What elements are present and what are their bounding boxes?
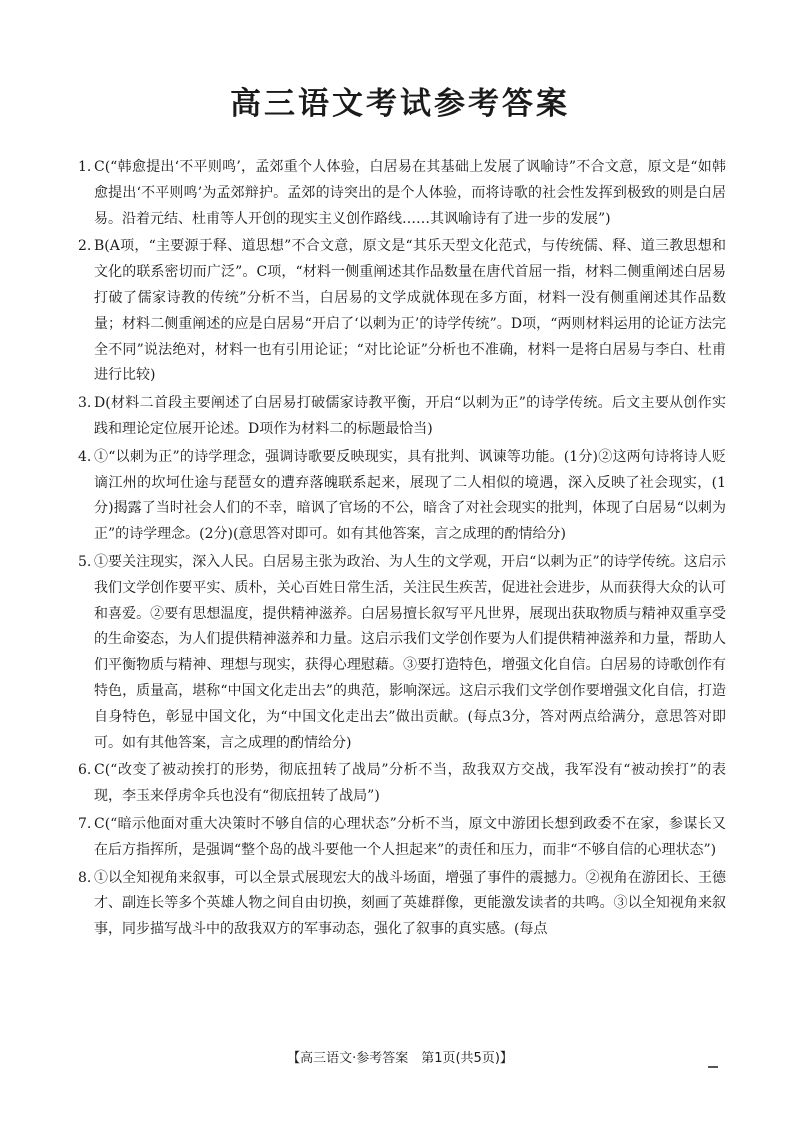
answer-text: C(“暗示他面对重大决策时不够自信的心理状态”分析不当，原文中游团长想到政委不在家，参谋长又在后方指挥所，是强调“整个岛的战斗要他一个人担起来”的责任和压力，而非“不够自信的心理状态”): [94, 815, 726, 858]
answer-text: ①“以刺为正”的诗学理念，强调诗歌要反映现实，具有批判、讽谏等功能。(1分)②这两句诗将诗人贬谪江州的坎坷仕途与琵琶女的遭弃落魄联系起来，展现了二人相似的境遇，深入反映了社会现实，(1分)揭露了当时社会人们的不幸，暗讽了官场的不公，暗含了对社会现实的批判，体现了白居易“以刺为正”的诗学理念。(2分)(意思答对即可。如有其他答案，言之成理的酌情给分): [94, 448, 726, 543]
answer-number: 3.: [78, 395, 92, 412]
answer-number: 5.: [78, 553, 92, 570]
answer-number: 6.: [78, 762, 92, 779]
corner-mark: [708, 1066, 718, 1068]
answer-text: ①以全知视角来叙事，可以全景式展现宏大的战斗场面，增强了事件的震撼力。②视角在游团长、王德才、副连长等多个英雄人物之间自由切换，刻画了英雄群像，更能激发读者的共鸣。③以全知视角来叙事，同步描写战斗中的敌我双方的军事动态，强化了叙事的真实感。(每点: [94, 869, 726, 938]
answer-item: [78, 155, 726, 232]
answer-item: [78, 758, 726, 810]
answer-item: [78, 391, 726, 443]
answer-item: [78, 812, 726, 864]
page-footer: 【高三语文·参考答案 第1页(共5页)】: [287, 1051, 513, 1066]
answer-number: 1.: [78, 159, 92, 175]
answer-text: D(材料二首段主要阐述了白居易打破儒家诗教平衡，开启“以刺为正”的诗学传统。后文主要从创作实践和理论定位展开论述。D项作为材料二的标题最恰当): [94, 395, 726, 437]
answer-text: ①要关注现实，深入人民。白居易主张为政治、为人生的文学观，开启“以刺为正”的诗学传统。这启示我们文学创作要平实、质朴，关心百姓日常生活，关注民生疾苦，促进社会进步，从而获得大众的认可和喜爱。②要有思想温度，提供精神滋养。白居易擅长叙写平凡世界，展现出获取物质与精神双重享受的生命姿态，为人们提供精神滋养和力量。这启示我们文学创作要为人们提供精神滋养和力量，帮助人们平衡物质与精神、理想与现实，获得心理慰藉。③要打造特色，增强文化自信。白居易的诗歌创作有特色，质量高，堪称“中国文化走出去”的典范，影响深远。这启示我们文学创作要增强文化自信，打造自身特色，彰显中国文化，为“中国文化走出去”做出贡献。(每点3分，答对两点给满分，意思答对即可。如有其他答案，言之成理的酌情给分): [94, 553, 726, 751]
answer-text: B(A项，“主要源于释、道思想”不合文意，原文是“其乐天型文化范式，与传统儒、释、道三教思想和文化的联系密切而广泛”。C项，“材料一侧重阐述其作品数量在唐代首屈一指，材料二侧重阐述白居易打破了儒家诗教的传统”分析不当，白居易的文学成就体现在多方面，材料一没有侧重阐述其作品数量；材料二侧重阐述的应是白居易“开启了‘以刺为正’的诗学传统”。D项，“两则材料运用的论证方法完全不同”说法绝对，材料一也有引用论证；“对比论证”分析也不准确，材料一是将白居易与李白、杜甫进行比较): [94, 238, 726, 384]
answer-list: [78, 155, 726, 945]
answer-number: 7.: [78, 815, 92, 832]
answer-text: C(“改变了被动挨打的形势，彻底扭转了战局”分析不当，敌我双方交战，我军没有“被动挨打”的表现，李玉来俘虏伞兵也没有“彻底扭转了战局”): [94, 762, 726, 805]
page-title: 高三语文考试参考答案: [230, 86, 570, 122]
answer-item: [78, 550, 726, 756]
answer-number: 2.: [78, 238, 92, 255]
answer-number: 8.: [78, 869, 92, 886]
answer-item: [78, 866, 726, 943]
answer-number: 4.: [78, 448, 92, 465]
answer-text: C(“韩愈提出‘不平则鸣’，孟郊重个人体验，白居易在其基础上发展了讽喻诗”不合文意，原文是“如韩愈提出‘不平则鸣’为孟郊辩护。孟郊的诗突出的是个人体验，而将诗歌的社会性发挥到极致的则是白居易。沿着元结、杜甫等人开创的现实主义创作路线……其讽喻诗有了进一步的发展”): [94, 159, 726, 227]
answer-item: [78, 234, 726, 389]
answer-item: [78, 445, 726, 548]
